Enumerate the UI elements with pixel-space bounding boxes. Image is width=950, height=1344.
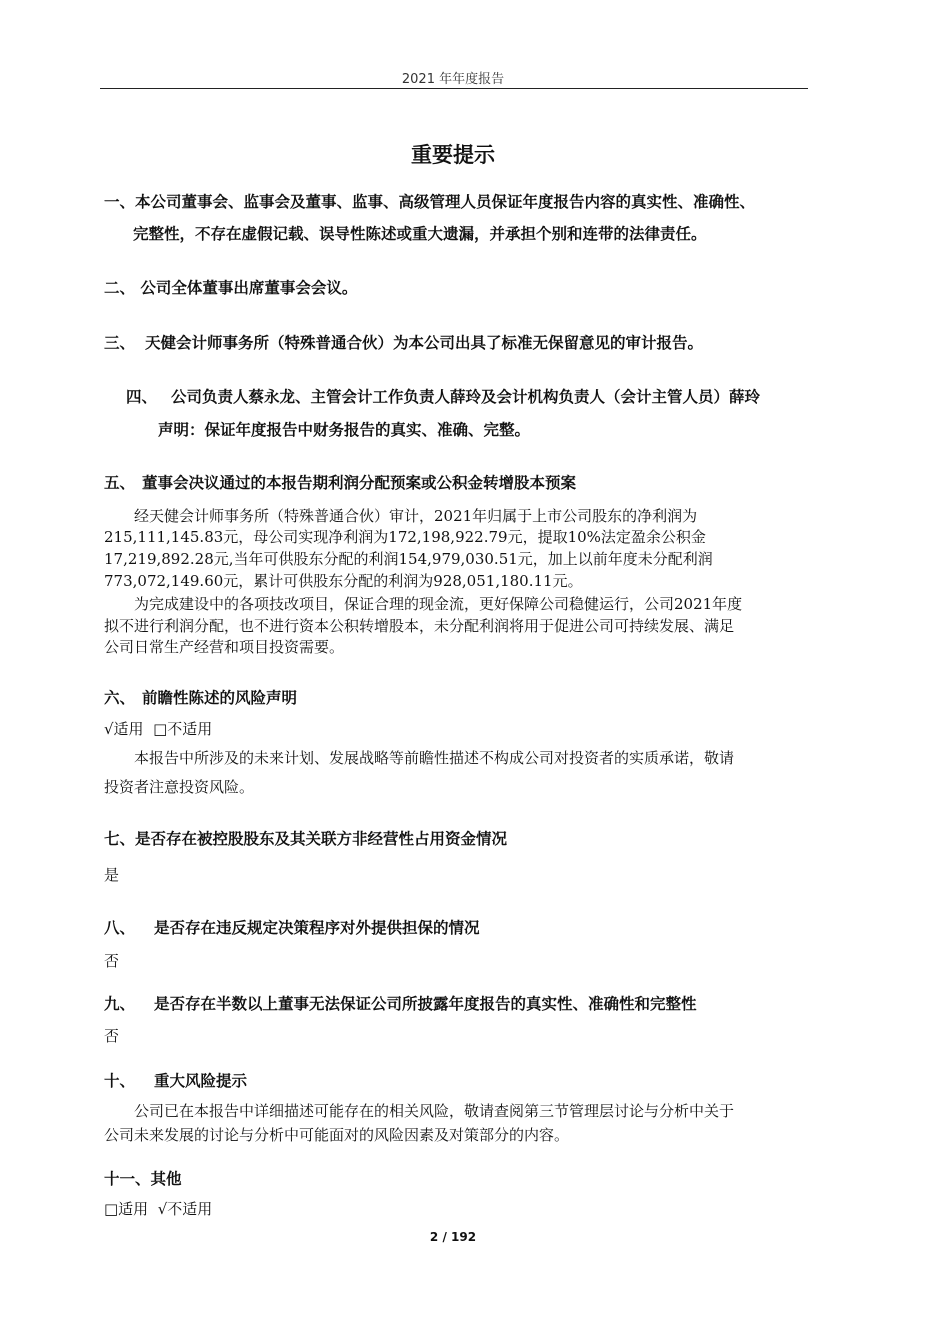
item-2: 二、 公司全体董事出席董事会会议。 xyxy=(104,279,358,297)
page-number: 2 / 192 xyxy=(429,1230,477,1244)
item-9-number: 九、 xyxy=(104,995,136,1013)
item-1-line-2: 完整性，不存在虚假记载、误导性陈述或重大遗漏，并承担个别和连带的法律责任。 xyxy=(133,225,707,243)
item-5-para-2-line-1: 为完成建设中的各项技改项目，保证合理的现金流，更好保障公司稳健运行，公司2021年度 xyxy=(134,595,743,613)
item-6-number: 六、 xyxy=(104,689,136,707)
item-4-number: 四、 xyxy=(126,388,158,406)
item-6-heading: 六、 前瞻性陈述的风险声明 xyxy=(104,686,297,708)
item-3-number: 三、 xyxy=(104,334,136,352)
item-11-options: □适用 √不适用 xyxy=(104,1200,213,1218)
item-5-para-1-line-1: 经天健会计师事务所（特殊普通合伙）审计，2021年归属于上市公司股东的净利润为 xyxy=(134,507,698,525)
item-4-line-1: 四、 公司负责人蔡永龙、主管会计工作负责人薛玲及会计机构负责人（会计主管人员）薛玲 xyxy=(126,385,760,407)
item-10-number: 十、 xyxy=(104,1072,136,1090)
item-3: 三、 天健会计师事务所（特殊普通合伙）为本公司出具了标准无保留意见的审计报告。 xyxy=(104,331,703,353)
item-8-heading: 八、 是否存在违反规定决策程序对外提供担保的情况 xyxy=(104,916,480,938)
item-1-number: 一、 xyxy=(104,193,136,211)
item-5-para-1-line-4: 773,072,149.60元，累计可供股东分配的利润为928,051,180.11元。 xyxy=(104,572,583,590)
item-7-answer: 是 xyxy=(104,866,120,884)
item-5-number: 五、 xyxy=(104,474,136,492)
item-1-line-1: 一、本公司董事会、监事会及董事、监事、高级管理人员保证年度报告内容的真实性、准确性、 xyxy=(104,193,756,211)
item-5-para-1-line-3: 17,219,892.28元,当年可供股东分配的利润154,979,030.51元，加上以前年度未分配利润 xyxy=(104,550,713,568)
item-5-para-2-line-3: 公司日常生产经营和项目投资需要。 xyxy=(104,638,345,656)
item-11-heading: 十一、其他 xyxy=(104,1170,182,1188)
item-4-line-2: 声明：保证年度报告中财务报告的真实、准确、完整。 xyxy=(158,421,531,439)
item-10-heading: 十、 重大风险提示 xyxy=(104,1069,247,1091)
item-7-heading: 七、是否存在被控股股东及其关联方非经营性占用资金情况 xyxy=(104,830,508,848)
item-8-answer: 否 xyxy=(104,952,120,970)
item-10-para-line-1: 公司已在本报告中详细描述可能存在的相关风险，敬请查阅第三节管理层讨论与分析中关于 xyxy=(134,1102,735,1120)
header-rule xyxy=(100,88,808,89)
item-9-answer: 否 xyxy=(104,1027,120,1045)
item-5-heading: 五、 董事会决议通过的本报告期利润分配预案或公积金转增股本预案 xyxy=(104,471,576,493)
item-2-number: 二、 xyxy=(104,279,136,297)
item-8-number: 八、 xyxy=(104,919,136,937)
page-title: 重要提示 xyxy=(411,143,495,167)
item-6-options: √适用 □不适用 xyxy=(104,720,213,738)
item-5-para-1-line-2: 215,111,145.83元，母公司实现净利润为172,198,922.79元，提取10%法定盈余公积金 xyxy=(104,528,706,546)
running-header: 2021 年年度报告 xyxy=(401,72,505,87)
item-10-para-line-2: 公司未来发展的讨论与分析中可能面对的风险因素及对策部分的内容。 xyxy=(104,1126,570,1144)
item-9-heading: 九、 是否存在半数以上董事无法保证公司所披露年度报告的真实性、准确性和完整性 xyxy=(104,992,697,1014)
item-6-para-line-1: 本报告中所涉及的未来计划、发展战略等前瞻性描述不构成公司对投资者的实质承诺，敬请 xyxy=(134,749,735,767)
item-5-para-2-line-2: 拟不进行利润分配，也不进行资本公积转增股本，未分配利润将用于促进公司可持续发展、满足 xyxy=(104,617,735,635)
item-6-para-line-2: 投资者注意投资风险。 xyxy=(104,778,255,796)
